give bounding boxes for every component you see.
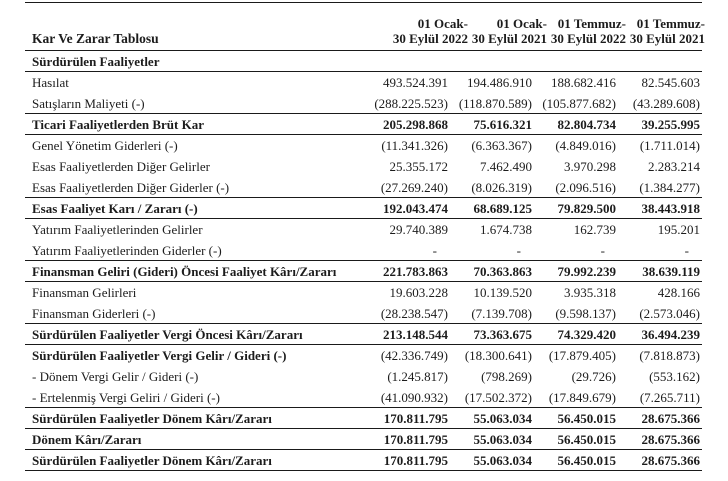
cell-value-period-3: 56.450.015 <box>557 452 616 468</box>
row-label: Sürdürülen Faaliyetler Vergi Öncesi Kârı/Zararı <box>32 326 303 342</box>
row-label: Finansman Geliri (Gideri) Öncesi Faaliyet Kârı/Zararı <box>32 263 337 279</box>
cell-value-period-3: 82.804.734 <box>557 116 616 132</box>
table-row <box>25 282 702 303</box>
column-header-line1: 01 Temmuz- <box>557 16 626 31</box>
cell-value-period-2: (6.363.367) <box>471 138 532 153</box>
cell-value-period-3: 74.329.420 <box>557 326 616 342</box>
row-label: Ticari Faaliyetlerden Brüt Kar <box>32 116 204 132</box>
cell-value-period-3: (29.726) <box>571 369 616 384</box>
cell-value-period-4: (1.384.277) <box>639 179 700 195</box>
cell-value-period-4: - <box>684 242 689 258</box>
cell-value-period-1: 19.603.228 <box>389 285 448 300</box>
row-label: Finansman Gelirleri <box>32 285 137 300</box>
cell-value-period-2: (798.269) <box>481 369 532 384</box>
cell-value-period-4: 36.494.239 <box>641 326 700 342</box>
row-label: Yatırım Faaliyetlerinden Giderler (-) <box>32 242 222 258</box>
cell-value-period-3: (9.598.137) <box>555 305 616 321</box>
table-row <box>25 240 702 261</box>
column-header-line2: 30 Eylül 2021 <box>471 31 547 46</box>
cell-value-period-4: 28.675.366 <box>641 452 700 468</box>
table-row <box>25 387 702 408</box>
cell-value-period-2: 55.063.034 <box>473 410 532 426</box>
cell-value-period-2: (118.870.589) <box>458 95 532 111</box>
cell-value-period-1: 192.043.474 <box>383 200 448 216</box>
table-row <box>25 219 702 240</box>
row-label: Esas Faaliyetlerden Diğer Giderler (-) <box>32 179 230 195</box>
table-row <box>25 156 702 177</box>
cell-value-period-3: (4.849.016) <box>555 138 616 153</box>
cell-value-period-4: 28.675.366 <box>641 431 700 447</box>
cell-value-period-2: (17.502.372) <box>464 389 532 405</box>
column-header-period-4 <box>623 16 707 46</box>
row-label: Sürdürülen Faaliyetler Vergi Gelir / Gideri (-) <box>32 348 287 363</box>
cell-value-period-1: (28.238.547) <box>380 305 448 321</box>
cell-value-period-4: 28.675.366 <box>641 410 700 426</box>
column-header-line1: 01 Temmuz- <box>636 16 705 31</box>
cell-value-period-4: 195.201 <box>657 222 700 237</box>
row-label: Dönem Kârı/Zararı <box>32 431 142 447</box>
row-label: Sürdürülen Faaliyetler <box>32 53 160 69</box>
cell-value-period-3: 188.682.416 <box>551 75 616 90</box>
cell-value-period-2: 10.139.520 <box>473 285 532 300</box>
row-label: Esas Faaliyetlerden Diğer Gelirler <box>32 159 210 174</box>
table-row <box>25 324 702 345</box>
cell-value-period-4: (2.573.046) <box>639 305 700 321</box>
row-label: - Dönem Vergi Gelir / Gideri (-) <box>32 369 199 384</box>
cell-value-period-4: (43.289.608) <box>632 95 700 111</box>
row-label: Finansman Giderleri (-) <box>32 305 156 321</box>
cell-value-period-1: (288.225.523) <box>374 95 448 111</box>
row-label: Sürdürülen Faaliyetler Dönem Kârı/Zararı <box>32 452 272 468</box>
cell-value-period-3: 56.450.015 <box>557 431 616 447</box>
row-label: Sürdürülen Faaliyetler Dönem Kârı/Zararı <box>32 410 272 426</box>
table-row <box>25 366 702 387</box>
cell-value-period-3: (17.849.679) <box>548 389 616 405</box>
table-row <box>25 261 702 282</box>
cell-value-period-1: 493.524.391 <box>383 75 448 90</box>
cell-value-period-4: 39.255.995 <box>641 116 700 132</box>
cell-value-period-4: 38.639.119 <box>642 263 700 279</box>
cell-value-period-4: (1.711.014) <box>639 138 700 153</box>
table-row <box>25 72 702 93</box>
cell-value-period-2: - <box>516 242 521 258</box>
cell-value-period-4: 38.443.918 <box>641 200 700 216</box>
cell-value-period-4: 428.166 <box>657 285 700 300</box>
cell-value-period-3: 79.829.500 <box>557 200 616 216</box>
table-header-row <box>25 3 705 51</box>
cell-value-period-4: (7.818.873) <box>639 348 700 363</box>
row-label: Yatırım Faaliyetlerinden Gelirler <box>32 222 203 237</box>
table-row <box>25 51 702 72</box>
table-row <box>25 198 702 219</box>
profit-loss-table <box>25 2 705 471</box>
column-header-period-3 <box>544 16 628 46</box>
table-row <box>25 114 702 135</box>
row-label: Esas Faaliyet Karı / Zararı (-) <box>32 200 198 216</box>
column-header-line2: 30 Eylül 2021 <box>629 31 705 46</box>
table-title: Kar Ve Zarar Tablosu <box>32 31 159 46</box>
column-header-line1: 01 Ocak- <box>417 16 468 31</box>
cell-value-period-4: (553.162) <box>649 369 700 384</box>
row-label: Hasılat <box>32 75 69 90</box>
cell-value-period-2: 7.462.490 <box>480 159 532 174</box>
row-label: - Ertelenmiş Vergi Geliri / Gideri (-) <box>32 389 220 405</box>
table-row <box>25 429 702 450</box>
table-row <box>25 450 702 471</box>
table-body <box>25 51 702 471</box>
cell-value-period-3: 3.970.298 <box>564 159 616 174</box>
cell-value-period-1: (41.090.932) <box>380 389 448 405</box>
cell-value-period-2: (7.139.708) <box>471 305 532 321</box>
table-row <box>25 135 702 156</box>
cell-value-period-1: 29.740.389 <box>389 222 448 237</box>
column-header-period-1 <box>386 16 470 46</box>
cell-value-period-1: 170.811.795 <box>383 452 448 468</box>
column-header-line2: 30 Eylül 2022 <box>392 31 468 46</box>
cell-value-period-3: 79.992.239 <box>557 263 616 279</box>
cell-value-period-2: 68.689.125 <box>473 200 532 216</box>
cell-value-period-3: (105.877.682) <box>542 95 616 111</box>
table-row <box>25 345 702 366</box>
cell-value-period-1: 205.298.868 <box>383 116 448 132</box>
cell-value-period-3: 162.739 <box>573 222 616 237</box>
cell-value-period-1: 170.811.795 <box>383 431 448 447</box>
cell-value-period-1: (11.341.326) <box>381 138 448 153</box>
column-header-period-2 <box>465 16 549 46</box>
cell-value-period-2: (18.300.641) <box>464 348 532 363</box>
cell-value-period-1: (27.269.240) <box>380 179 448 195</box>
cell-value-period-1: 170.811.795 <box>383 410 448 426</box>
cell-value-period-1: 221.783.863 <box>383 263 448 279</box>
cell-value-period-1: - <box>432 242 437 258</box>
cell-value-period-4: 82.545.603 <box>641 75 700 90</box>
table-row <box>25 177 702 198</box>
cell-value-period-4: 2.283.214 <box>648 159 700 174</box>
cell-value-period-3: - <box>600 242 605 258</box>
cell-value-period-2: 55.063.034 <box>473 431 532 447</box>
cell-value-period-2: (8.026.319) <box>471 179 532 195</box>
table-row <box>25 303 702 324</box>
column-header-line2: 30 Eylül 2022 <box>550 31 626 46</box>
table-row <box>25 93 702 114</box>
cell-value-period-2: 70.363.863 <box>473 263 532 279</box>
row-label: Genel Yönetim Giderleri (-) <box>32 138 178 153</box>
cell-value-period-2: 73.363.675 <box>473 326 532 342</box>
cell-value-period-2: 75.616.321 <box>473 116 532 132</box>
cell-value-period-3: (17.879.405) <box>548 348 616 363</box>
cell-value-period-4: (7.265.711) <box>639 389 700 405</box>
table-row <box>25 408 702 429</box>
cell-value-period-1: 213.148.544 <box>383 326 448 342</box>
cell-value-period-1: 25.355.172 <box>389 159 448 174</box>
cell-value-period-3: 3.935.318 <box>564 285 616 300</box>
cell-value-period-2: 55.063.034 <box>473 452 532 468</box>
row-label: Satışların Maliyeti (-) <box>32 95 145 111</box>
cell-value-period-1: (42.336.749) <box>380 348 448 363</box>
cell-value-period-2: 1.674.738 <box>480 222 532 237</box>
column-header-line1: 01 Ocak- <box>496 16 547 31</box>
cell-value-period-3: 56.450.015 <box>557 410 616 426</box>
cell-value-period-2: 194.486.910 <box>467 75 532 90</box>
cell-value-period-3: (2.096.516) <box>555 179 616 195</box>
cell-value-period-1: (1.245.817) <box>387 369 448 384</box>
